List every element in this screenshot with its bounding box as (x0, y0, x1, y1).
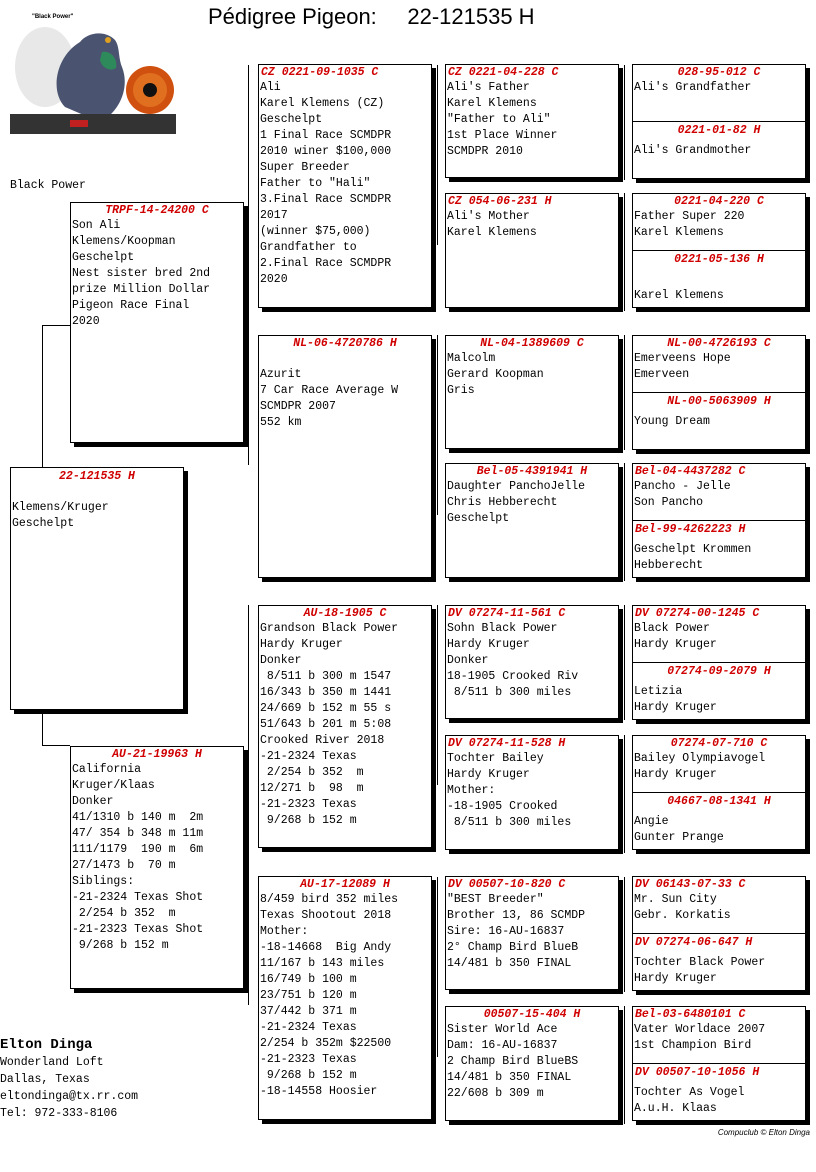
pigeon-details: Azurit 7 Car Race Average W SCMDPR 2007 552 km (260, 368, 399, 429)
pigeon-details: Bailey Olympiavogel Hardy Kruger (634, 752, 766, 781)
card-divider (633, 662, 805, 663)
copyright: Compuclub © Elton Dinga (717, 1128, 810, 1137)
page-title: Pédigree Pigeon: 22-121535 H (208, 4, 535, 29)
gen4-card[interactable] (632, 876, 806, 991)
connector-line (624, 193, 625, 311)
ring-number: TRPF-14-24200 C (105, 204, 209, 217)
connector-line (437, 65, 438, 245)
pigeon-details: Pancho - Jelle Son Pancho (634, 480, 731, 509)
owner-label: Black Power (10, 179, 86, 192)
pigeon-details: 8/459 bird 352 miles Texas Shootout 2018 Mother: -18-14668 Big Andy 11/167 b 143 miles 16/749 b 100 m 23/751 b 120 m 37/442 b 371 m -21-2324 Texas 2/254 b 352m $22500 -21-2323 Texas 9/268 b 152 m -18-14558 Hoosier (260, 893, 399, 1098)
pigeon-details: Ali's Grandfather (634, 81, 752, 94)
ring-number: CZ 0221-04-228 C (448, 66, 559, 79)
connector-line (624, 735, 625, 853)
pigeon-details: Ali's Father Karel Klemens "Father to Ali" 1st Place Winner SCMDPR 2010 (447, 81, 558, 158)
ring-number: CZ 0221-09-1035 C (261, 66, 379, 79)
pigeon-details: Sister World Ace Dam: 16-AU-16837 2 Champ Bird BlueBS 14/481 b 350 FINAL 22/608 b 309 m (447, 1023, 579, 1100)
pigeon-details: Grandson Black Power Hardy Kruger Donker 8/511 b 300 m 1547 16/343 b 350 m 1441 24/669 b 152 m 55 s 51/643 b 201 m 5:08 Crooked River 2018 -21-2324 Texas 2/254 b 352 m 12/271 b 98 m -21-2323 Texas 9/268 b 152 m (260, 622, 399, 827)
pigeon-details: Sohn Black Power Hardy Kruger Donker 18-1905 Crooked Riv 8/511 b 300 miles (447, 622, 579, 699)
great-grandparent-card[interactable] (445, 1006, 619, 1121)
pigeon-details: Malcolm Gerard Koopman Gris (447, 352, 544, 397)
pigeon-details: Ali Karel Klemens (CZ) Geschelpt 1 Final Race SCMDPR 2010 winer $100,000 Super Breeder Father to "Hali" 3.Final Race SCMDPR 2017 (winner $75,000) Grandfather to 2.Final Race SCMDPR 2020 (260, 81, 392, 286)
subject-pigeon-card[interactable] (10, 467, 184, 710)
pigeon-details: Letizia Hardy Kruger (634, 685, 717, 714)
grandparent-card[interactable] (258, 605, 432, 848)
breeder-name: Elton Dinga (0, 1037, 93, 1053)
pigeon-details: Geschelpt Krommen Hebberecht (634, 543, 752, 572)
ring-number: NL-04-1389609 C (480, 337, 584, 350)
connector-line (248, 65, 249, 465)
gen4-card[interactable] (632, 64, 806, 179)
card-divider (633, 1063, 805, 1064)
card-divider (633, 520, 805, 521)
pigeon-details: Karel Klemens (634, 289, 724, 302)
ring-number: AU-17-12089 H (300, 878, 390, 891)
connector-line (624, 877, 625, 992)
connector-line (437, 605, 438, 785)
connector-line (42, 325, 70, 326)
ring-number: DV 07274-11-561 C (448, 607, 566, 620)
great-grandparent-card[interactable] (445, 64, 619, 178)
ring-number: DV 00507-10-1056 H (635, 1066, 760, 1079)
ring-number: CZ 054-06-231 H (448, 195, 552, 208)
pigeon-details: Tochter As Vogel A.u.H. Klaas (634, 1086, 745, 1115)
ring-number: 0221-04-220 C (674, 195, 764, 208)
pigeon-details: Klemens/Kruger Geschelpt (12, 501, 109, 530)
pigeon-details: Ali's Grandmother (634, 144, 752, 157)
ring-number: 22-121535 H (59, 470, 135, 483)
ring-number: 04667-08-1341 H (667, 795, 771, 808)
connector-line (624, 335, 625, 450)
pigeon-details: Angie Gunter Prange (634, 815, 724, 844)
ring-number: NL-00-5063909 H (667, 395, 771, 408)
ring-number: 028-95-012 C (677, 66, 761, 79)
ring-number: DV 06143-07-33 C (635, 878, 746, 891)
connector-line (624, 65, 625, 180)
breeder-info (0, 1037, 138, 1122)
card-divider (633, 392, 805, 393)
ring-number: Bel-03-6480101 C (635, 1008, 746, 1021)
grandparent-card[interactable] (258, 64, 432, 308)
great-grandparent-card[interactable] (445, 605, 619, 719)
pigeon-details: Son Ali Klemens/Koopman Geschelpt Nest sister bred 2nd prize Million Dollar Pigeon Race Final 2020 (72, 219, 211, 328)
sire-card[interactable] (70, 202, 244, 443)
pigeon-details: Young Dream (634, 415, 710, 428)
ring-number: 0221-01-82 H (677, 124, 761, 137)
pigeon-details: Tochter Bailey Hardy Kruger Mother: -18-1905 Crooked 8/511 b 300 miles (447, 752, 572, 829)
great-grandparent-card[interactable] (445, 735, 619, 850)
great-grandparent-card[interactable] (445, 335, 619, 449)
ring-number: 00507-15-404 H (483, 1008, 581, 1021)
pigeon-details: Black Power Hardy Kruger (634, 622, 717, 651)
logo-caption: "Black Power" (32, 14, 74, 20)
breeder-email[interactable]: eltondinga@tx.rr.com (0, 1090, 139, 1103)
pigeon-details: Mr. Sun City Gebr. Korkatis (634, 893, 731, 922)
connector-line (42, 745, 70, 746)
pigeon-details: Tochter Black Power Hardy Kruger (634, 956, 766, 985)
card-divider (633, 933, 805, 934)
ring-number: AU-21-19963 H (112, 748, 202, 761)
ring-number: NL-06-4720786 H (293, 337, 397, 350)
card-divider (633, 250, 805, 251)
great-grandparent-card[interactable] (445, 193, 619, 308)
connector-line (624, 1006, 625, 1124)
ring-number: Bel-99-4262223 H (635, 523, 746, 536)
ring-number: 07274-09-2079 H (667, 665, 771, 678)
pigeon-details: California Kruger/Klaas Donker 41/1310 b 140 m 2m 47/ 354 b 348 m 11m 111/1179 190 m 6m 27/1473 b 70 m Siblings: -21-2324 Texas Shot 2/254 b 352 m -21-2323 Texas Shot 9/268 b 152 m (72, 763, 204, 952)
ring-number: DV 07274-11-528 H (448, 737, 566, 750)
pigeon-details: Vater Worldace 2007 1st Champion Bird (634, 1023, 766, 1052)
gen4-card[interactable] (632, 735, 806, 850)
pigeon-details: Father Super 220 Karel Klemens (634, 210, 745, 239)
card-divider (633, 792, 805, 793)
gen4-card[interactable] (632, 1006, 806, 1121)
ring-number: DV 07274-00-1245 C (635, 607, 760, 620)
ring-number: DV 07274-06-647 H (635, 936, 753, 949)
card-divider (633, 121, 805, 122)
ring-number: Bel-04-4437282 C (635, 465, 746, 478)
gen4-card[interactable] (632, 605, 806, 720)
dam-card[interactable] (70, 746, 244, 989)
ring-number: 0221-05-136 H (674, 253, 764, 266)
ring-number: 07274-07-710 C (670, 737, 768, 750)
pigeon-logo (10, 12, 176, 134)
connector-line (624, 605, 625, 720)
grandparent-card[interactable] (258, 876, 432, 1120)
breeder-loft: Wonderland Loft (0, 1056, 104, 1069)
pigeon-details: Daughter PanchoJelle Chris Hebberecht Geschelpt (447, 480, 586, 525)
gen4-card[interactable] (632, 193, 806, 308)
gen4-card[interactable] (632, 335, 806, 450)
great-grandparent-card[interactable] (445, 876, 619, 990)
pigeon-details: Emerveens Hope Emerveen (634, 352, 731, 381)
great-grandparent-card[interactable] (445, 463, 619, 578)
ring-number: Bel-05-4391941 H (476, 465, 588, 478)
grandparent-card[interactable] (258, 335, 432, 578)
pigeon-details: "BEST Breeder" Brother 13, 86 SCMDP Sire: 16-AU-16837 2° Champ Bird BlueB 14/481 b 350 FINAL (447, 893, 586, 970)
connector-line (437, 877, 438, 1057)
ring-number: AU-18-1905 C (303, 607, 387, 620)
ring-number: NL-00-4726193 C (667, 337, 771, 350)
breeder-phone: Tel: 972-333-8106 (0, 1107, 118, 1120)
connector-line (624, 463, 625, 581)
breeder-city: Dallas, Texas (0, 1073, 90, 1086)
gen4-card[interactable] (632, 463, 806, 578)
connector-line (248, 605, 249, 1005)
connector-line (437, 335, 438, 515)
ring-number: DV 00507-10-820 C (448, 878, 566, 891)
pigeon-details: Ali's Mother Karel Klemens (447, 210, 537, 239)
